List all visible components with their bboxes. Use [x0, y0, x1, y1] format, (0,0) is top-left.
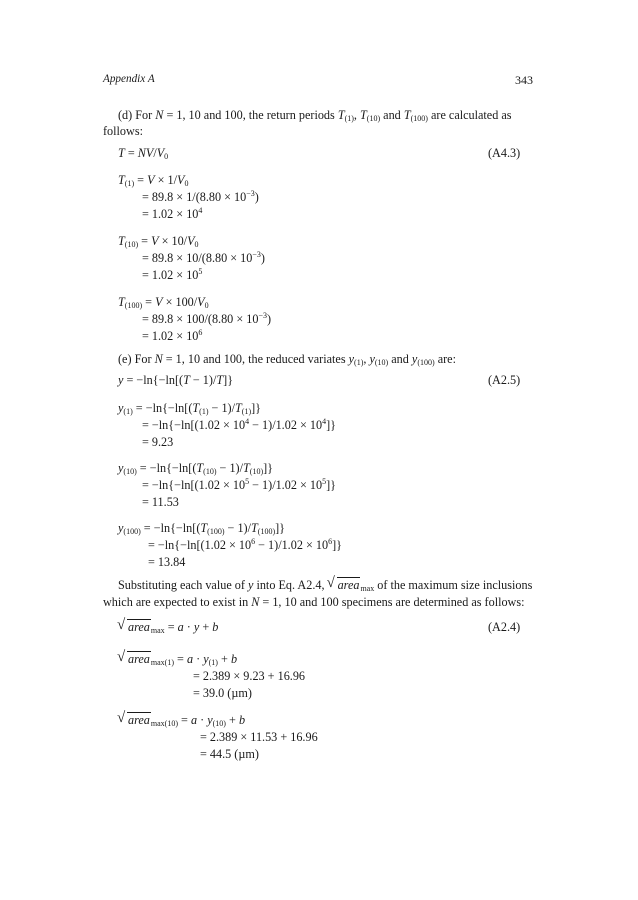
y100-definition: $y_{(100)} = -\ln\{-\ln[(T_{(100)} - 1)/T_{(100)}]\}$: [118, 521, 286, 536]
t10-result: = $1.02 \times 10^5$: [142, 267, 203, 282]
equation-number-A4-3: (A4.3): [488, 146, 521, 160]
t1-substitution: = $89.8 \times 1/(8.80 \times 10^{-3})$: [142, 189, 259, 204]
t1-result: = $1.02 \times 10^4$: [142, 206, 203, 221]
area10-result: = 44.5 (µm): [200, 747, 259, 761]
y10-result: = 11.53: [142, 495, 179, 509]
y100-result: = 13.84: [148, 555, 186, 569]
substitution-text-line1: Substituting each value of y into Eq. A2.4, √ area$_{max}$ of the maximum size inclusions: [118, 578, 532, 593]
substitution-text-line2: which are expected to exist in N = 1, 10 and 100 specimens are determined as follows:: [103, 595, 525, 609]
equation-number-A2-4: (A2.4): [488, 620, 521, 634]
area1-result: = 39.0 (µm): [193, 686, 252, 700]
area10-definition: √ area$_{max(10)}$ = $a \cdot y_{(10)} + b$: [118, 713, 245, 728]
t10-definition: $T_{(10)} = V \times 10/V_0$: [118, 234, 199, 249]
page-number: 343: [515, 73, 533, 87]
y10-substitution: = $-\ln\{-\ln[(1.02 \times 10^5 - 1)/1.02 \times 10^5]\}$: [142, 477, 336, 492]
y1-definition: $y_{(1)} = -\ln\{-\ln[(T_{(1)} - 1)/T_{(1)}]\}$: [118, 401, 262, 416]
t100-definition: $T_{(100)} = V \times 100/V_0$: [118, 295, 209, 310]
part-d-intro-line2: follows:: [103, 124, 143, 138]
y1-substitution: = $-\ln\{-\ln[(1.02 \times 10^4 - 1)/1.02 \times 10^4]\}$: [142, 417, 336, 432]
equation-A2-5: y = −ln{−ln[(T − 1)/T]}: [118, 373, 234, 387]
part-e-intro: (e) For N = 1, 10 and 100, the reduced variates $y_{(1)}$, $y_{(10)}$ and $y_{(100)}$ are:: [118, 352, 456, 367]
t1-definition: $T_{(1)} = V \times 1/V_0$: [118, 173, 189, 188]
running-title: Appendix A: [103, 73, 155, 85]
t100-substitution: = $89.8 \times 100/(8.80 \times 10^{-3})$: [142, 311, 272, 326]
y10-definition: $y_{(10)} = -\ln\{-\ln[(T_{(10)} - 1)/T_{(10)}]\}$: [118, 461, 274, 476]
y1-result: = 9.23: [142, 435, 174, 449]
area1-substitution: = 2.389 × 9.23 + 16.96: [193, 669, 306, 683]
y100-substitution: = $-\ln\{-\ln[(1.02 \times 10^6 - 1)/1.02 \times 10^6]\}$: [148, 537, 342, 552]
equation-number-A2-5: (A2.5): [488, 373, 521, 387]
part-d-intro-line1: (d) For N = 1, 10 and 100, the return periods $T_{(1)}$, $T_{(10)}$ and $T_{(100)}$ are calculated as: [118, 108, 512, 123]
equation-A2-4: √ area$_{max}$ = a · y + b: [118, 620, 218, 635]
area1-definition: √ area$_{max(1)}$ = $a \cdot y_{(1)} + b$: [118, 652, 237, 667]
equation-A4-3: $T = NV/V_0$: [118, 146, 169, 161]
t100-result: = $1.02 \times 10^6$: [142, 328, 203, 343]
t10-substitution: = $89.8 \times 10/(8.80 \times 10^{-3})$: [142, 250, 265, 265]
area10-substitution: = 2.389 × 11.53 + 16.96: [200, 730, 318, 744]
